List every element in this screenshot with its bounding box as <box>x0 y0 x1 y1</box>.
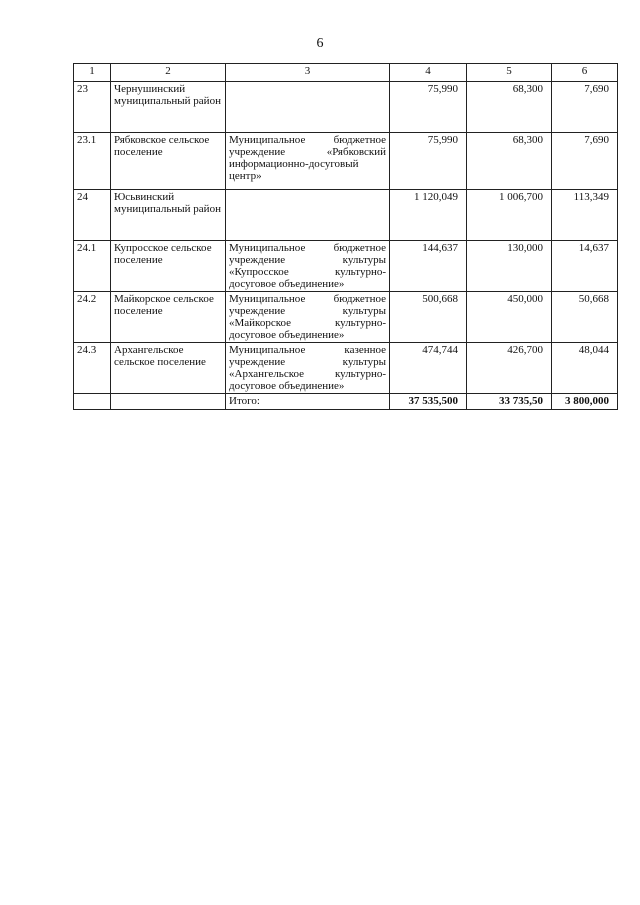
value-col6: 113,349 <box>552 190 618 241</box>
column-header: 4 <box>390 64 467 82</box>
value-col4: 75,990 <box>390 133 467 190</box>
district-name: Майкорское сельское поселение <box>111 292 226 343</box>
value-col4: 474,744 <box>390 343 467 394</box>
value-col6: 7,690 <box>552 133 618 190</box>
budget-table <box>73 63 618 410</box>
district-name: Чернушинский муниципальный район <box>111 82 226 133</box>
value-col4: 1 120,049 <box>390 190 467 241</box>
value-col5: 68,300 <box>467 133 552 190</box>
total-col5: 33 735,50 <box>467 394 552 410</box>
institution-name <box>226 190 390 241</box>
row-number: 24.1 <box>74 241 111 292</box>
value-col5: 1 006,700 <box>467 190 552 241</box>
institution-name: Муниципальное бюджетное учреждение культуры «Майкорское культурно-досуговое объединение» <box>226 292 390 343</box>
institution-name: Муниципальное бюджетное учреждение «Рябковский информационно-досуговый центр» <box>226 133 390 190</box>
column-header: 1 <box>74 64 111 82</box>
row-number: 24.3 <box>74 343 111 394</box>
institution-name: Муниципальное казенное учреждение культуры «Архангельское культурно-досуговое объединение» <box>226 343 390 394</box>
value-col6: 7,690 <box>552 82 618 133</box>
value-col4: 144,637 <box>390 241 467 292</box>
district-name: Купросское сельское поселение <box>111 241 226 292</box>
table-row <box>74 133 618 190</box>
value-col6: 50,668 <box>552 292 618 343</box>
total-label: Итого: <box>226 394 390 410</box>
total-col6: 3 800,000 <box>552 394 618 410</box>
table-row <box>74 343 618 394</box>
table-row <box>74 190 618 241</box>
row-number: 23 <box>74 82 111 133</box>
value-col5: 426,700 <box>467 343 552 394</box>
column-header: 3 <box>226 64 390 82</box>
value-col6: 14,637 <box>552 241 618 292</box>
table-row <box>74 82 618 133</box>
empty-cell <box>74 394 111 410</box>
value-col4: 75,990 <box>390 82 467 133</box>
empty-cell <box>111 394 226 410</box>
table-header-row <box>74 64 618 82</box>
table-row <box>74 292 618 343</box>
value-col4: 500,668 <box>390 292 467 343</box>
district-name: Рябковское сельское поселение <box>111 133 226 190</box>
page-number: 6 <box>316 36 324 51</box>
institution-name: Муниципальное бюджетное учреждение культуры «Купросское культурно-досуговое объединение» <box>226 241 390 292</box>
value-col5: 68,300 <box>467 82 552 133</box>
row-number: 24 <box>74 190 111 241</box>
table-row <box>74 241 618 292</box>
row-number: 23.1 <box>74 133 111 190</box>
total-col4: 37 535,500 <box>390 394 467 410</box>
district-name: Юсьвинский муниципальный район <box>111 190 226 241</box>
value-col6: 48,044 <box>552 343 618 394</box>
row-number: 24.2 <box>74 292 111 343</box>
institution-name <box>226 82 390 133</box>
column-header: 2 <box>111 64 226 82</box>
district-name: Архангельское сельское поселение <box>111 343 226 394</box>
column-header: 6 <box>552 64 618 82</box>
column-header: 5 <box>467 64 552 82</box>
value-col5: 450,000 <box>467 292 552 343</box>
total-row <box>74 394 618 410</box>
value-col5: 130,000 <box>467 241 552 292</box>
